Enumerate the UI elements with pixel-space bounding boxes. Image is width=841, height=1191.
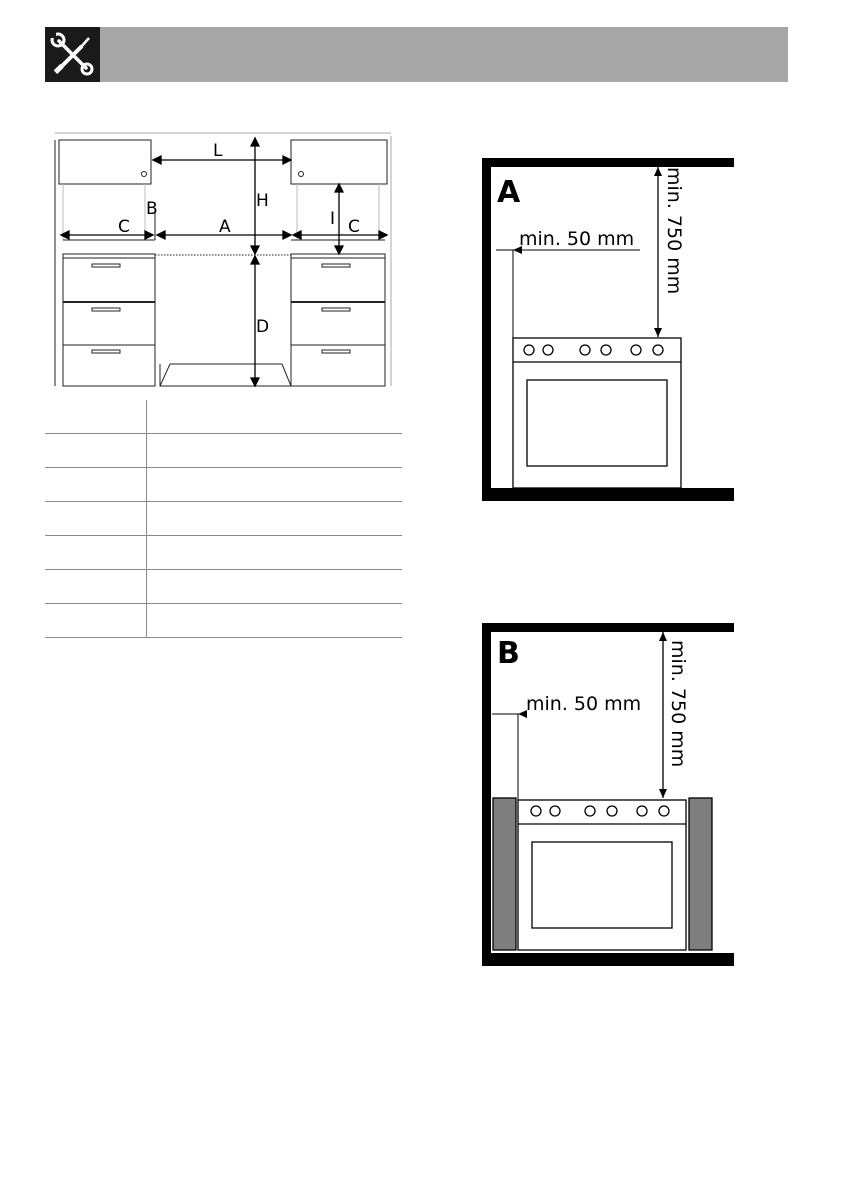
table-row: [45, 570, 402, 604]
table-row: [45, 536, 402, 570]
label-C-right: C: [348, 217, 360, 237]
table-row: [45, 468, 402, 502]
label-L: L: [213, 141, 223, 161]
side-clearance-label-a: min. 50 mm: [519, 228, 635, 250]
table-row: [45, 502, 402, 536]
tools-icon: [45, 27, 100, 82]
install-diagram-b: [482, 620, 740, 970]
label-H: H: [256, 191, 269, 211]
table-row: [45, 434, 402, 468]
side-clearance-label-b: min. 50 mm: [526, 693, 642, 715]
dimension-table: [45, 400, 402, 638]
table-row: [45, 400, 402, 434]
diagram-letter-b: B: [497, 636, 520, 671]
install-diagram-a: [482, 155, 740, 505]
label-A: A: [219, 217, 231, 237]
top-clearance-label-b: min. 750 mm: [667, 640, 689, 768]
cooker-icon: [518, 800, 686, 950]
cabinet-dimension-diagram: [45, 128, 405, 393]
side-unit-right: [689, 798, 712, 950]
label-D: D: [256, 317, 270, 337]
top-clearance-label-a: min. 750 mm: [663, 167, 685, 295]
label-I: I: [330, 209, 336, 229]
cooker-icon: [513, 338, 681, 488]
diagram-letter-a: A: [497, 175, 521, 210]
label-B: B: [146, 199, 158, 219]
table-row: [45, 604, 402, 638]
label-C-left: C: [118, 217, 130, 237]
section-header-bar: [45, 27, 788, 82]
side-unit-left: [493, 798, 516, 950]
